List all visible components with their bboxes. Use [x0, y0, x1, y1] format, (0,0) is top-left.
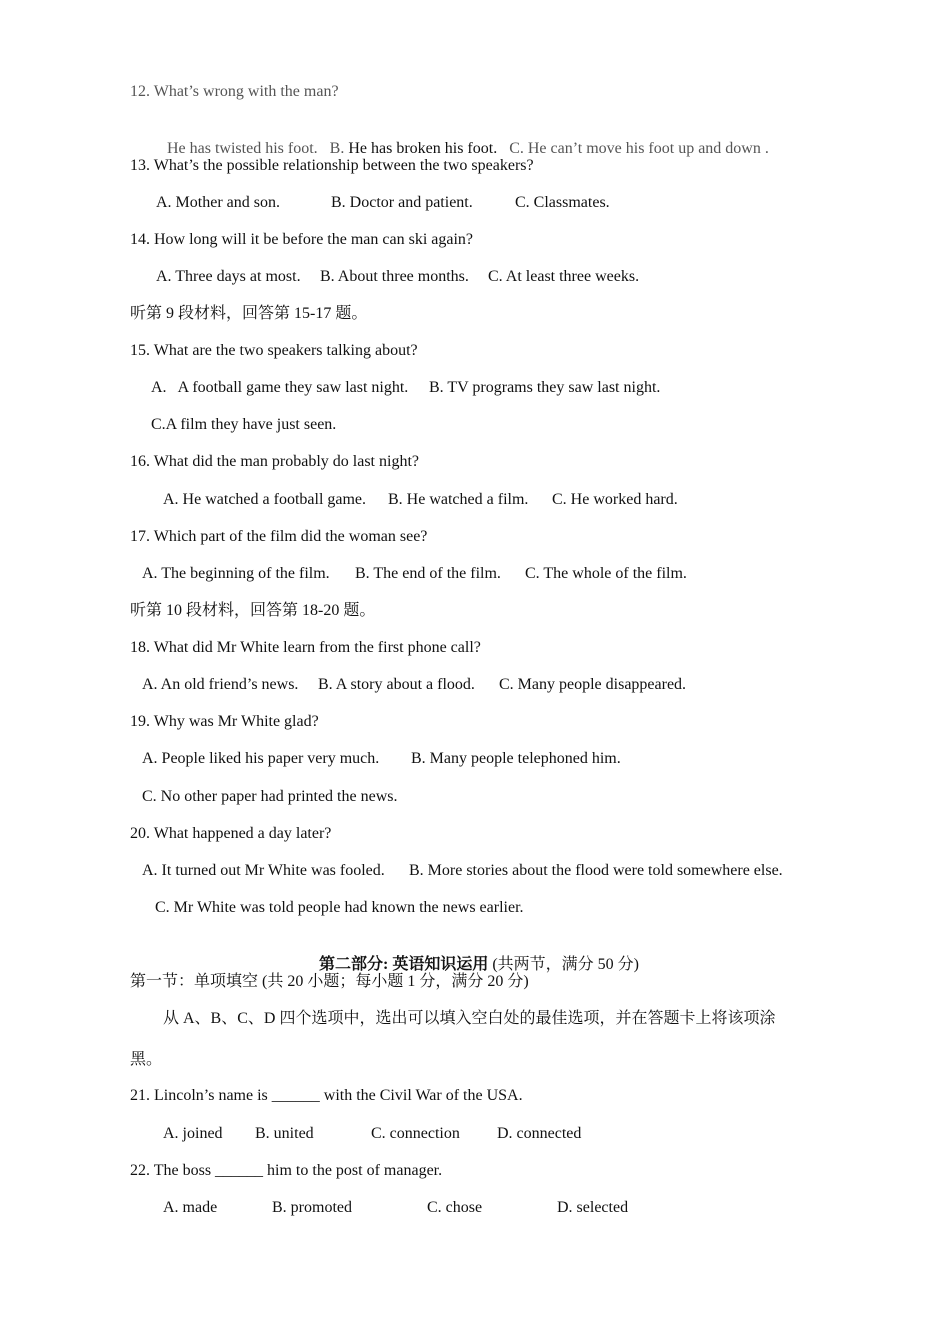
part-2-score: (共两节，满分 50 分) [488, 956, 639, 973]
question-20-text: 20. What happened a day later? [130, 825, 332, 842]
question-21-text: 21. Lincoln’s name is ______ with the Civil War of the USA. [130, 1087, 523, 1104]
question-14-text: 14. How long will it be before the man can ski again? [130, 231, 474, 248]
question-22-option-d: D. selected [557, 1199, 629, 1216]
question-14-option-c: C. At least three weeks. [488, 268, 640, 285]
question-18-option-c: C. Many people disappeared. [499, 676, 687, 693]
question-20-option-a: A. It turned out Mr White was fooled. [142, 862, 385, 879]
question-19-option-a: A. People liked his paper very much. [142, 750, 380, 767]
question-15-text: 15. What are the two speakers talking about? [130, 342, 418, 359]
option-b-text: He has broken his foot. [348, 140, 498, 157]
question-15-option-a: A. A football game they saw last night. [151, 379, 409, 396]
instruction-line-1: 从 A、B、C、D 四个选项中，选出可以填入空白处的最佳选项，并在答题卡上将该项涂 [163, 1010, 776, 1027]
instruction-line-2: 黑。 [130, 1051, 163, 1068]
section-10-heading: 听第 10 段材料，回答第 18-20 题。 [130, 602, 376, 619]
question-13-option-c: C. Classmates. [515, 194, 610, 211]
question-16-option-c: C. He worked hard. [552, 491, 678, 508]
question-12-text: 12. What’s wrong with the man? [130, 83, 339, 100]
section-1-heading: 第一节：单项填空 (共 20 小题；每小题 1 分，满分 20 分) [130, 973, 529, 990]
question-21-option-c: C. connection [371, 1125, 460, 1142]
option-b-letter: B. [329, 140, 349, 157]
question-19-option-b: B. Many people telephoned him. [411, 750, 621, 767]
question-20-option-b: B. More stories about the flood were told somewhere else. [409, 862, 783, 879]
question-17-option-c: C. The whole of the film. [525, 565, 687, 582]
question-16-text: 16. What did the man probably do last night? [130, 453, 419, 470]
question-21-option-a: A. joined [163, 1125, 223, 1142]
part-2-heading [0, 935, 950, 975]
question-14-option-b: B. About three months. [320, 268, 469, 285]
question-21-option-b: B. united [255, 1125, 314, 1142]
question-22-option-c: C. chose [427, 1199, 483, 1216]
part-2-title: 第二部分: 英语知识运用 [318, 956, 489, 973]
question-18-option-a: A. An old friend’s news. [142, 676, 299, 693]
question-22-option-b: B. promoted [272, 1199, 352, 1216]
question-15-option-b: B. TV programs they saw last night. [429, 379, 661, 396]
option-a: He has twisted his foot. [167, 140, 318, 157]
question-16-option-a: A. He watched a football game. [163, 491, 367, 508]
option-c-letter: C. [509, 140, 528, 157]
question-19-text: 19. Why was Mr White glad? [130, 713, 319, 730]
question-17-text: 17. Which part of the film did the woman see? [130, 528, 428, 545]
question-22-text: 22. The boss ______ him to the post of manager. [130, 1162, 443, 1179]
question-13-option-a: A. Mother and son. [156, 194, 280, 211]
question-22-option-a: A. made [163, 1199, 218, 1216]
question-17-option-b: B. The end of the film. [355, 565, 501, 582]
question-14-option-a: A. Three days at most. [156, 268, 301, 285]
option-c-text: He can’t move his foot up and down . [527, 140, 769, 157]
section-9-heading: 听第 9 段材料，回答第 15-17 题。 [130, 305, 368, 322]
question-19-option-c: C. No other paper had printed the news. [142, 788, 398, 805]
question-16-option-b: B. He watched a film. [388, 491, 529, 508]
question-20-option-c: C. Mr White was told people had known the news earlier. [155, 899, 524, 916]
question-13-text: 13. What’s the possible relationship between the two speakers? [130, 157, 534, 174]
question-18-option-b: B. A story about a flood. [318, 676, 475, 693]
question-18-text: 18. What did Mr White learn from the first phone call? [130, 639, 481, 656]
question-15-option-c: C.A film they have just seen. [151, 416, 337, 433]
question-21-option-d: D. connected [497, 1125, 582, 1142]
question-17-option-a: A. The beginning of the film. [142, 565, 330, 582]
question-13-option-b: B. Doctor and patient. [331, 194, 473, 211]
